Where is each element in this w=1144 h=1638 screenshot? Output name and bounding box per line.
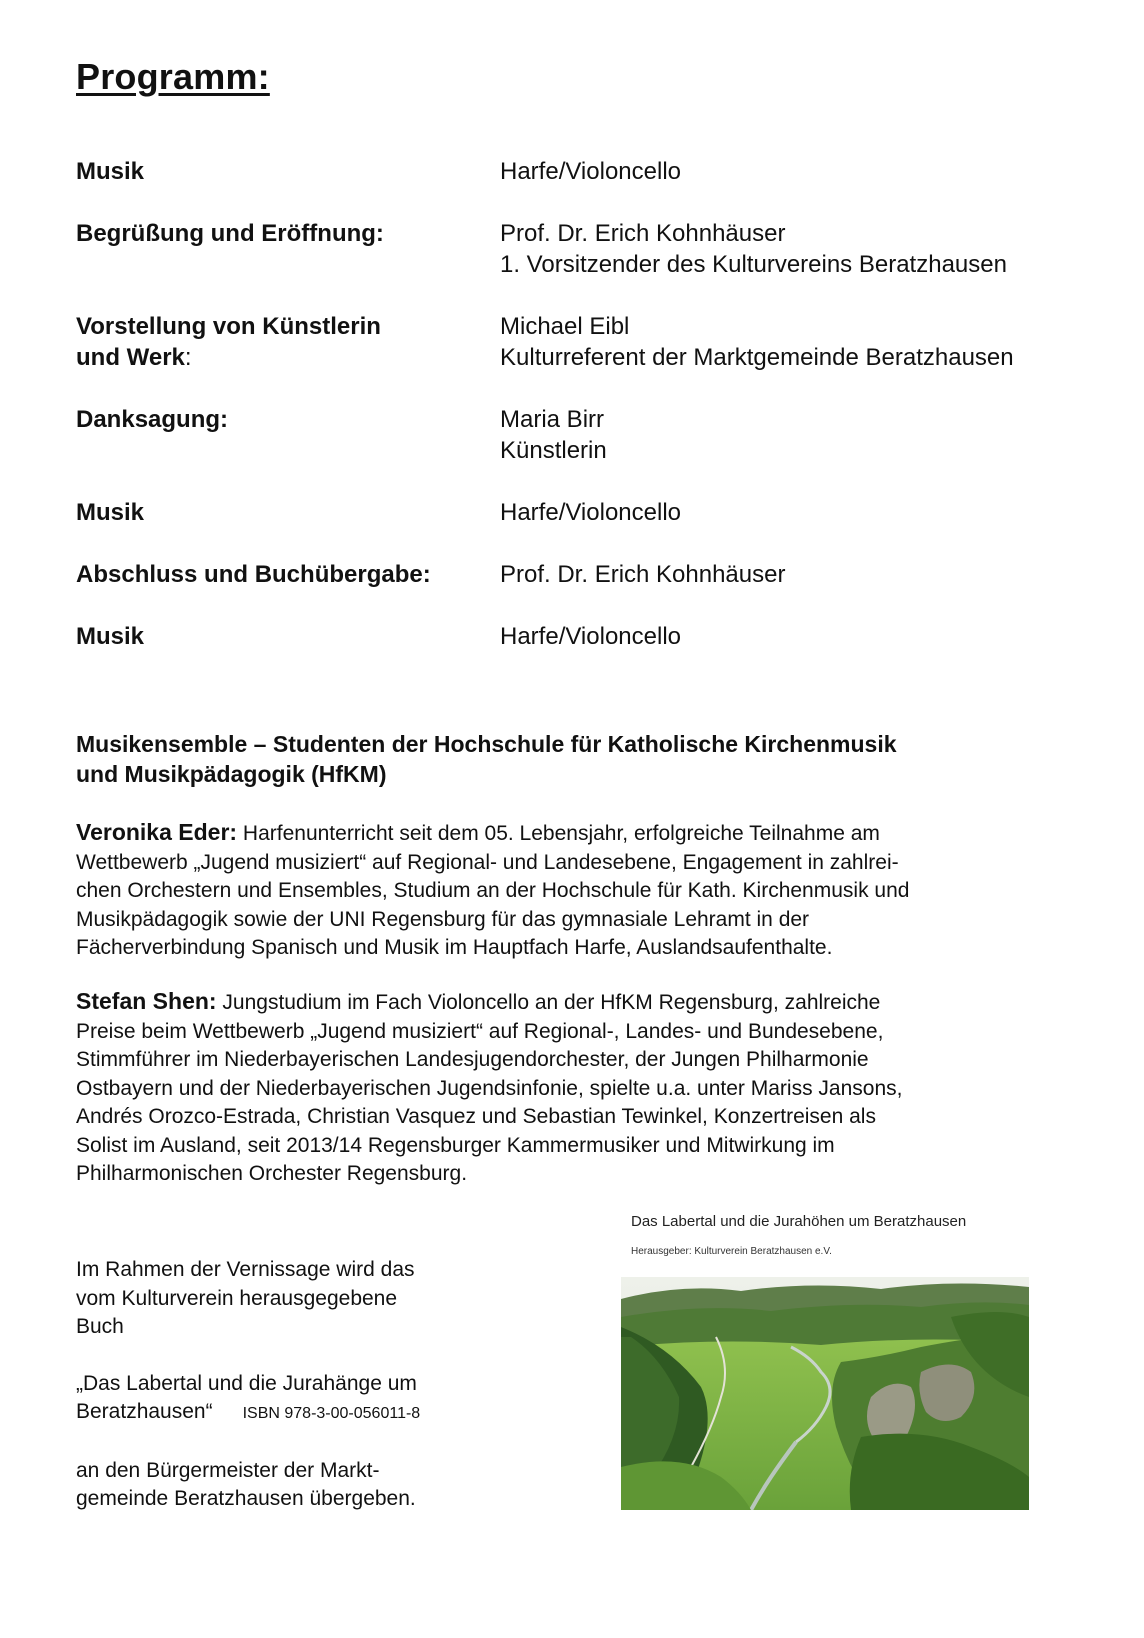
bio-line: Andrés Orozco-Estrada, Christian Vasquez und Sebastian Tewinkel, Konzertreisen als: [76, 1105, 876, 1128]
program-row: [76, 497, 1116, 528]
program-value-line: Harfe/Violoncello: [500, 499, 681, 526]
book-line: an den Bürgermeister der Markt-: [76, 1458, 380, 1482]
program-label-line: Vorstellung von Künstlerin: [76, 313, 381, 340]
ensemble-heading-line: Musikensemble – Studenten der Hochschule für Katholische Kirchenmusik: [76, 731, 897, 757]
program-value: [500, 404, 1116, 466]
bio-line: Wettbewerb „Jugend musiziert“ auf Regional- und Landesebene, Engagement in zahlrei-: [76, 850, 899, 874]
program-label: [76, 311, 500, 373]
program-value-line: Künstlerin: [500, 437, 607, 464]
bio-line: Stimmführer im Niederbayerischen Landesjugendorchester, der Jungen Philharmonie: [76, 1048, 869, 1071]
program-value: [500, 559, 1116, 590]
book-line: Beratzhausen“: [76, 1400, 213, 1423]
program-row: [76, 218, 1116, 280]
program-value-line: Harfe/Violoncello: [500, 623, 681, 650]
program-row: [76, 559, 1116, 590]
bio-text: Harfenunterricht seit dem 05. Lebensjahr, erfolgreiche Teilnahme am: [237, 822, 880, 845]
program-row: [76, 156, 1116, 187]
bio-line: [76, 818, 1066, 849]
program-value: [500, 156, 1116, 187]
book-announcement: [76, 1256, 516, 1542]
program-value-line: Maria Birr: [500, 406, 605, 433]
program-label: Musik: [76, 158, 145, 185]
bio-line: Preise beim Wettbewerb „Jugend musiziert“ auf Regional-, Landes- und Bundesebene,: [76, 1019, 884, 1043]
program-row: [76, 404, 1116, 466]
bio-name: Veronika Eder:: [76, 819, 238, 845]
program-value: [500, 311, 1116, 373]
program-label-line: [76, 342, 500, 373]
program-label: Musik: [76, 499, 145, 526]
bio-line: Fächerverbindung Spanisch und Musik im Hauptfach Harfe, Auslandsaufenthalte.: [76, 936, 833, 959]
program-value: [500, 621, 1116, 652]
program-label: Danksagung:: [76, 406, 229, 433]
ensemble-heading-line: und Musikpädagogik (HfKM): [76, 761, 387, 787]
program-label: Abschluss und Buchübergabe:: [76, 561, 431, 588]
bio-line: Solist im Ausland, seit 2013/14 Regensburger Kammermusiker und Mitwirkung im: [76, 1133, 835, 1157]
program-list: [76, 156, 1116, 683]
program-value-line: 1. Vorsitzender des Kulturvereins Beratzhausen: [500, 251, 1007, 278]
book-intro: [76, 1256, 516, 1342]
program-value-line: Kulturreferent der Marktgemeinde Beratzhausen: [500, 344, 1014, 371]
book-line: Im Rahmen der Vernissage wird das: [76, 1258, 415, 1281]
program-value: [500, 218, 1116, 280]
book-line: „Das Labertal und die Jurahänge um: [76, 1371, 417, 1395]
program-value-line: Prof. Dr. Erich Kohnhäuser: [500, 561, 786, 588]
landscape-valley-photo: [621, 1277, 1029, 1510]
bio-text: Jungstudium im Fach Violoncello an der HfKM Regensburg, zahlreiche: [216, 991, 881, 1014]
cover-publisher: Herausgeber: Kulturverein Beratzhausen e.V.: [631, 1246, 832, 1257]
program-label: Musik: [76, 623, 145, 650]
bio-line: Philharmonischen Orchester Regensburg.: [76, 1162, 468, 1185]
book-line: gemeinde Beratzhausen übergeben.: [76, 1487, 416, 1510]
book-line: Buch: [76, 1315, 124, 1338]
bio-name: Stefan Shen:: [76, 988, 217, 1014]
program-row: [76, 621, 1116, 652]
program-value-line: Prof. Dr. Erich Kohnhäuser: [500, 220, 786, 247]
program-label: Begrüßung und Eröffnung:: [76, 220, 384, 247]
cover-title: Das Labertal und die Jurahöhen um Beratzhausen: [631, 1213, 967, 1230]
isbn: ISBN 978-3-00-056011-8: [242, 1405, 421, 1422]
ensemble-heading: [76, 729, 1076, 789]
book-title: [76, 1370, 516, 1429]
program-value-line: Michael Eibl: [500, 313, 630, 340]
bio-line: [76, 987, 1066, 1018]
program-value: [500, 497, 1116, 528]
book-line: vom Kulturverein herausgegebene: [76, 1286, 398, 1310]
program-label-suffix: :: [184, 344, 192, 371]
program-label-part: und Werk: [76, 344, 185, 371]
bio-stefan-shen: [76, 987, 1066, 1189]
bio-line: chen Orchestern und Ensembles, Studium an der Hochschule für Kath. Kirchenmusik und: [76, 879, 910, 902]
program-row: [76, 311, 1116, 373]
program-value-line: Harfe/Violoncello: [500, 158, 681, 185]
book-cover: [621, 1197, 1029, 1510]
book-outro: [76, 1457, 516, 1514]
page-title: Programm:: [76, 56, 270, 97]
bio-line: Musikpädagogik sowie der UNI Regensburg für das gymnasiale Lehramt in der: [76, 907, 810, 931]
bio-line: Ostbayern und der Niederbayerischen Jugendsinfonie, spielte u.a. unter Mariss Jansons,: [76, 1076, 903, 1100]
bio-veronika-eder: [76, 818, 1066, 963]
